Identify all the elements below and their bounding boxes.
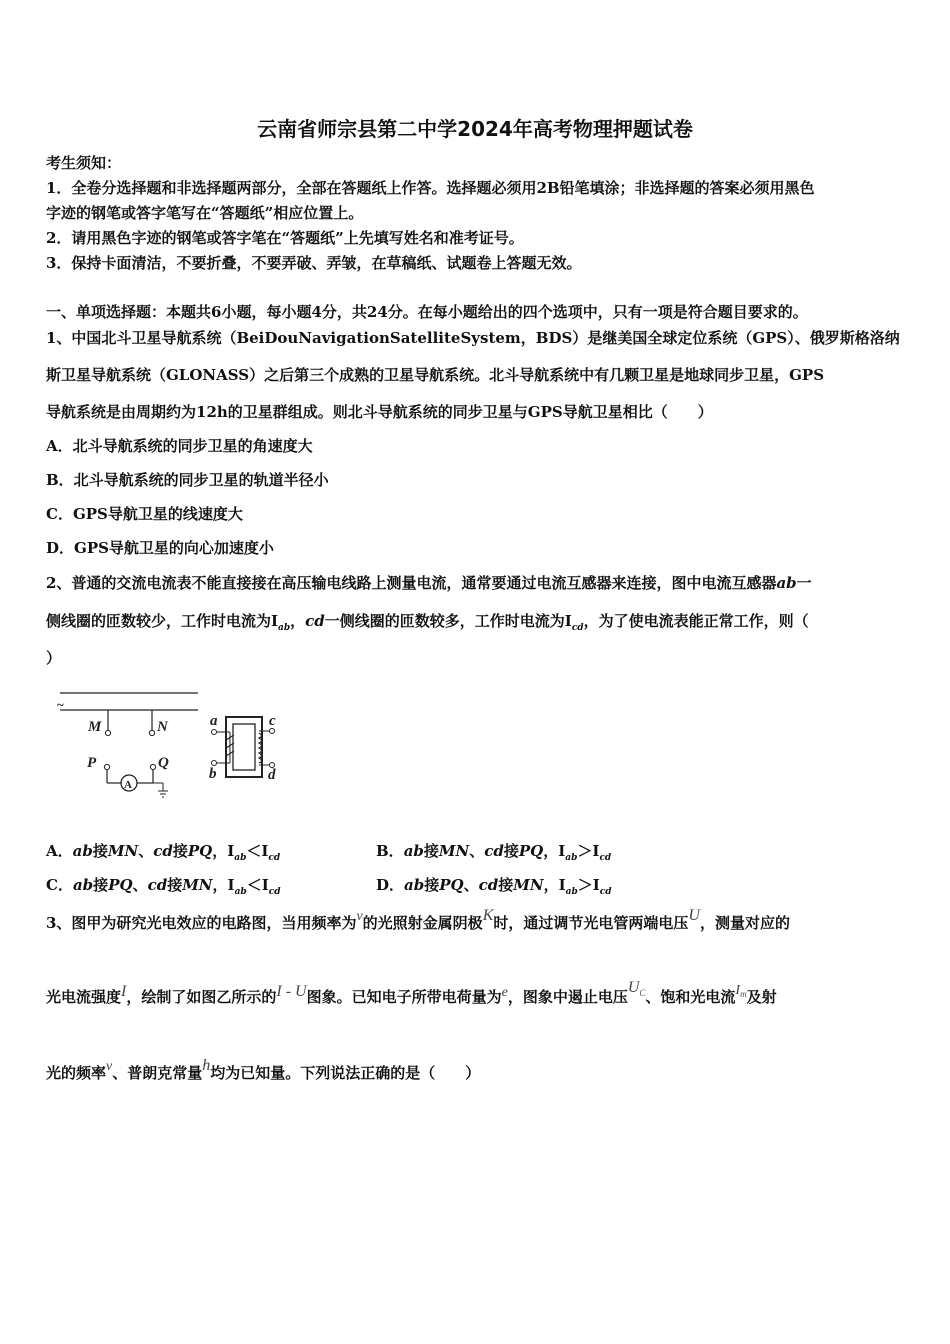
q2-option-a[interactable] (46, 840, 280, 863)
opt-term: cd (153, 842, 173, 860)
opt-text: 接 (172, 842, 188, 860)
q3-stem-line-1 (46, 907, 790, 933)
opt-term: MN (107, 842, 139, 860)
q1-option-c[interactable]: C．GPS导航卫星的线速度大 (46, 505, 243, 523)
opt-term: PQ (108, 876, 133, 894)
notice-heading: 考生须知： (46, 154, 122, 172)
q3-symbol-e: e (501, 985, 508, 1000)
opt-text: 接 (93, 876, 109, 894)
opt-term: cd (484, 842, 504, 860)
q2-text: 2、普通的交流电流表不能直接接在高压输电线路上测量电流，通常要通过电流互感器来连接，图中电流互感器 (46, 574, 777, 592)
q3-stem-line-2 (46, 979, 777, 1007)
q3-text: 时，通过调节光电管两端电压 (493, 914, 689, 932)
q3-text: 均为已知量。下列说法正确的是（ ） (210, 1064, 481, 1082)
opt-sub: ab (565, 887, 578, 897)
q3-symbol-iu: I - U (276, 983, 307, 1000)
q3-symbol-u: U (688, 907, 700, 924)
opt-letter: A． (46, 842, 73, 860)
fig-label-n: N (157, 719, 168, 735)
q3-text: ，绘制了如图乙所示的 (126, 988, 277, 1006)
q1-option-d[interactable]: D．GPS导航卫星的向心加速度小 (46, 539, 274, 557)
opt-term: MN (438, 842, 470, 860)
opt-text: ，I (212, 876, 235, 894)
q1-stem-line-3: 导航系统是由周期约为12h的卫星群组成。则北斗导航系统的同步卫星与GPS导航卫星相比（ ） (46, 403, 713, 421)
opt-term: cd (147, 876, 168, 894)
opt-sub: ab (234, 887, 247, 897)
fig-label-tilde: ~ (57, 697, 64, 712)
fig-label-q: Q (158, 755, 169, 771)
opt-sub: ab (234, 853, 247, 863)
q2-text: ，为了使电流表能正常工作，则（ (583, 612, 809, 630)
section-heading: 一、单项选择题：本题共6小题，每小题4分，共24分。在每小题给出的四个选项中，只有一项是符合题目要求的。 (46, 303, 808, 321)
q3-text: 的光照射金属阴极 (362, 914, 483, 932)
q3-symbol-i: I (121, 983, 127, 1000)
opt-term: ab (403, 842, 424, 860)
opt-term: ab (404, 876, 425, 894)
fig-label-a: a (210, 713, 218, 729)
opt-text: 接 (92, 842, 108, 860)
opt-relation: ＜I (246, 876, 269, 894)
q2-ab: ab (776, 574, 797, 592)
opt-text: 接 (503, 842, 519, 860)
transformer-circuit-figure (50, 685, 290, 800)
notice-item-1b: 字迹的钢笔或答字笔写在“答题纸”相应位置上。 (46, 204, 364, 222)
q3-symbol-im: I (735, 983, 741, 998)
opt-term: cd (478, 876, 499, 894)
q2-sub-ab: ab (278, 623, 291, 633)
q2-stem-line-1 (46, 572, 812, 593)
q3-stem-line-3 (46, 1057, 481, 1083)
q3-text: 图象。已知电子所带电荷量为 (306, 988, 502, 1006)
opt-sub: cd (599, 887, 612, 897)
q3-symbol-k: K (482, 907, 494, 924)
opt-letter: B． (376, 842, 404, 860)
q3-symbol-v: v (356, 909, 363, 924)
q3-text: 、饱和光电流 (645, 988, 736, 1006)
opt-term: ab (72, 876, 94, 894)
fig-label-d: d (268, 767, 276, 783)
q3-symbol-h: h (202, 1057, 211, 1074)
opt-text: 接 (498, 876, 514, 894)
opt-sub: cd (599, 853, 612, 863)
q3-text: ，测量对应的 (699, 914, 790, 932)
page-title: 云南省师宗县第二中学2024年高考物理押题试卷 (257, 117, 693, 141)
fig-label-c: c (269, 713, 276, 729)
q2-text: 侧线圈的匝数较少，工作时电流为I (46, 612, 279, 630)
q3-text: 光电流强度 (46, 988, 122, 1006)
opt-relation: ＞I (577, 842, 600, 860)
notice-item-2: 2．请用黑色字迹的钢笔或答字笔在“答题纸”上先填写姓名和准考证号。 (46, 229, 524, 247)
opt-relation: ＜I (246, 842, 269, 860)
opt-text: 、 (469, 842, 485, 860)
q3-text: 光的频率 (46, 1064, 107, 1082)
opt-text: 接 (167, 876, 183, 894)
ammeter-label: A (124, 779, 132, 791)
notice-item-3: 3．保持卡面清洁，不要折叠，不要弄破、弄皱，在草稿纸、试题卷上答题无效。 (46, 254, 582, 272)
opt-text: 接 (423, 842, 439, 860)
opt-term: PQ (187, 842, 213, 860)
q3-text: ，图象中遏止电压 (507, 988, 628, 1006)
q1-stem-line-1: 1、中国北斗卫星导航系统（BeiDouNavigationSatelliteSystem，BDS）是继美国全球定位系统（GPS）、俄罗斯格洛纳 (46, 329, 900, 347)
q3-symbol-im-sub: m (740, 989, 747, 999)
opt-text: 接 (424, 876, 440, 894)
opt-sub: cd (268, 853, 281, 863)
fig-label-p: P (87, 755, 97, 771)
q2-cd: cd (305, 612, 325, 630)
opt-term: PQ (439, 876, 464, 894)
opt-term: PQ (518, 842, 544, 860)
q2-sub-cd: cd (571, 623, 584, 633)
opt-term: ab (72, 842, 93, 860)
q3-text: 、普朗克常量 (112, 1064, 203, 1082)
q3-symbol-v: v (106, 1059, 113, 1074)
notice-item-1a: 1．全卷分选择题和非选择题两部分，全部在答题纸上作答。选择题必须用2B铅笔填涂；非选择题的答案必须用黑色 (46, 179, 815, 197)
q2-text: 一侧线圈的匝数较多，工作时电流为I (324, 612, 572, 630)
q2-stem-line-2 (46, 610, 809, 633)
q2-text: 一 (796, 574, 812, 592)
q3-text: 3、图甲为研究光电效应的电路图，当用频率为 (46, 914, 357, 932)
opt-relation: ＞I (577, 876, 600, 894)
q1-option-a[interactable]: A．北斗导航系统的同步卫星的角速度大 (46, 437, 313, 455)
opt-text: ，I (543, 842, 566, 860)
q2-option-d[interactable] (376, 874, 612, 897)
opt-term: MN (182, 876, 213, 894)
q2-option-b[interactable] (376, 840, 611, 863)
opt-term: MN (513, 876, 544, 894)
q2-text: ， (290, 612, 306, 630)
opt-text: 、 (463, 876, 479, 894)
opt-text: 、 (132, 876, 148, 894)
opt-letter: C． (46, 876, 73, 894)
q3-symbol-uc: U (627, 979, 640, 996)
q1-option-b[interactable]: B．北斗导航系统的同步卫星的轨道半径小 (46, 471, 329, 489)
opt-text: 、 (138, 842, 154, 860)
opt-text: ，I (543, 876, 566, 894)
opt-sub: ab (565, 853, 578, 863)
fig-label-b: b (209, 766, 217, 782)
opt-text: ，I (212, 842, 235, 860)
fig-label-m: M (88, 719, 102, 735)
q3-text: 及射 (746, 988, 777, 1006)
opt-sub: cd (268, 887, 281, 897)
q3-symbol-uc-sub: C (639, 988, 646, 998)
q1-stem-line-2: 斯卫星导航系统（GLONASS）之后第三个成熟的卫星导航系统。北斗导航系统中有几颗卫星是地球同步卫星，GPS (46, 366, 825, 384)
q2-stem-line-3: ） (46, 649, 62, 667)
q2-option-c[interactable] (46, 874, 281, 897)
opt-letter: D． (376, 876, 405, 894)
